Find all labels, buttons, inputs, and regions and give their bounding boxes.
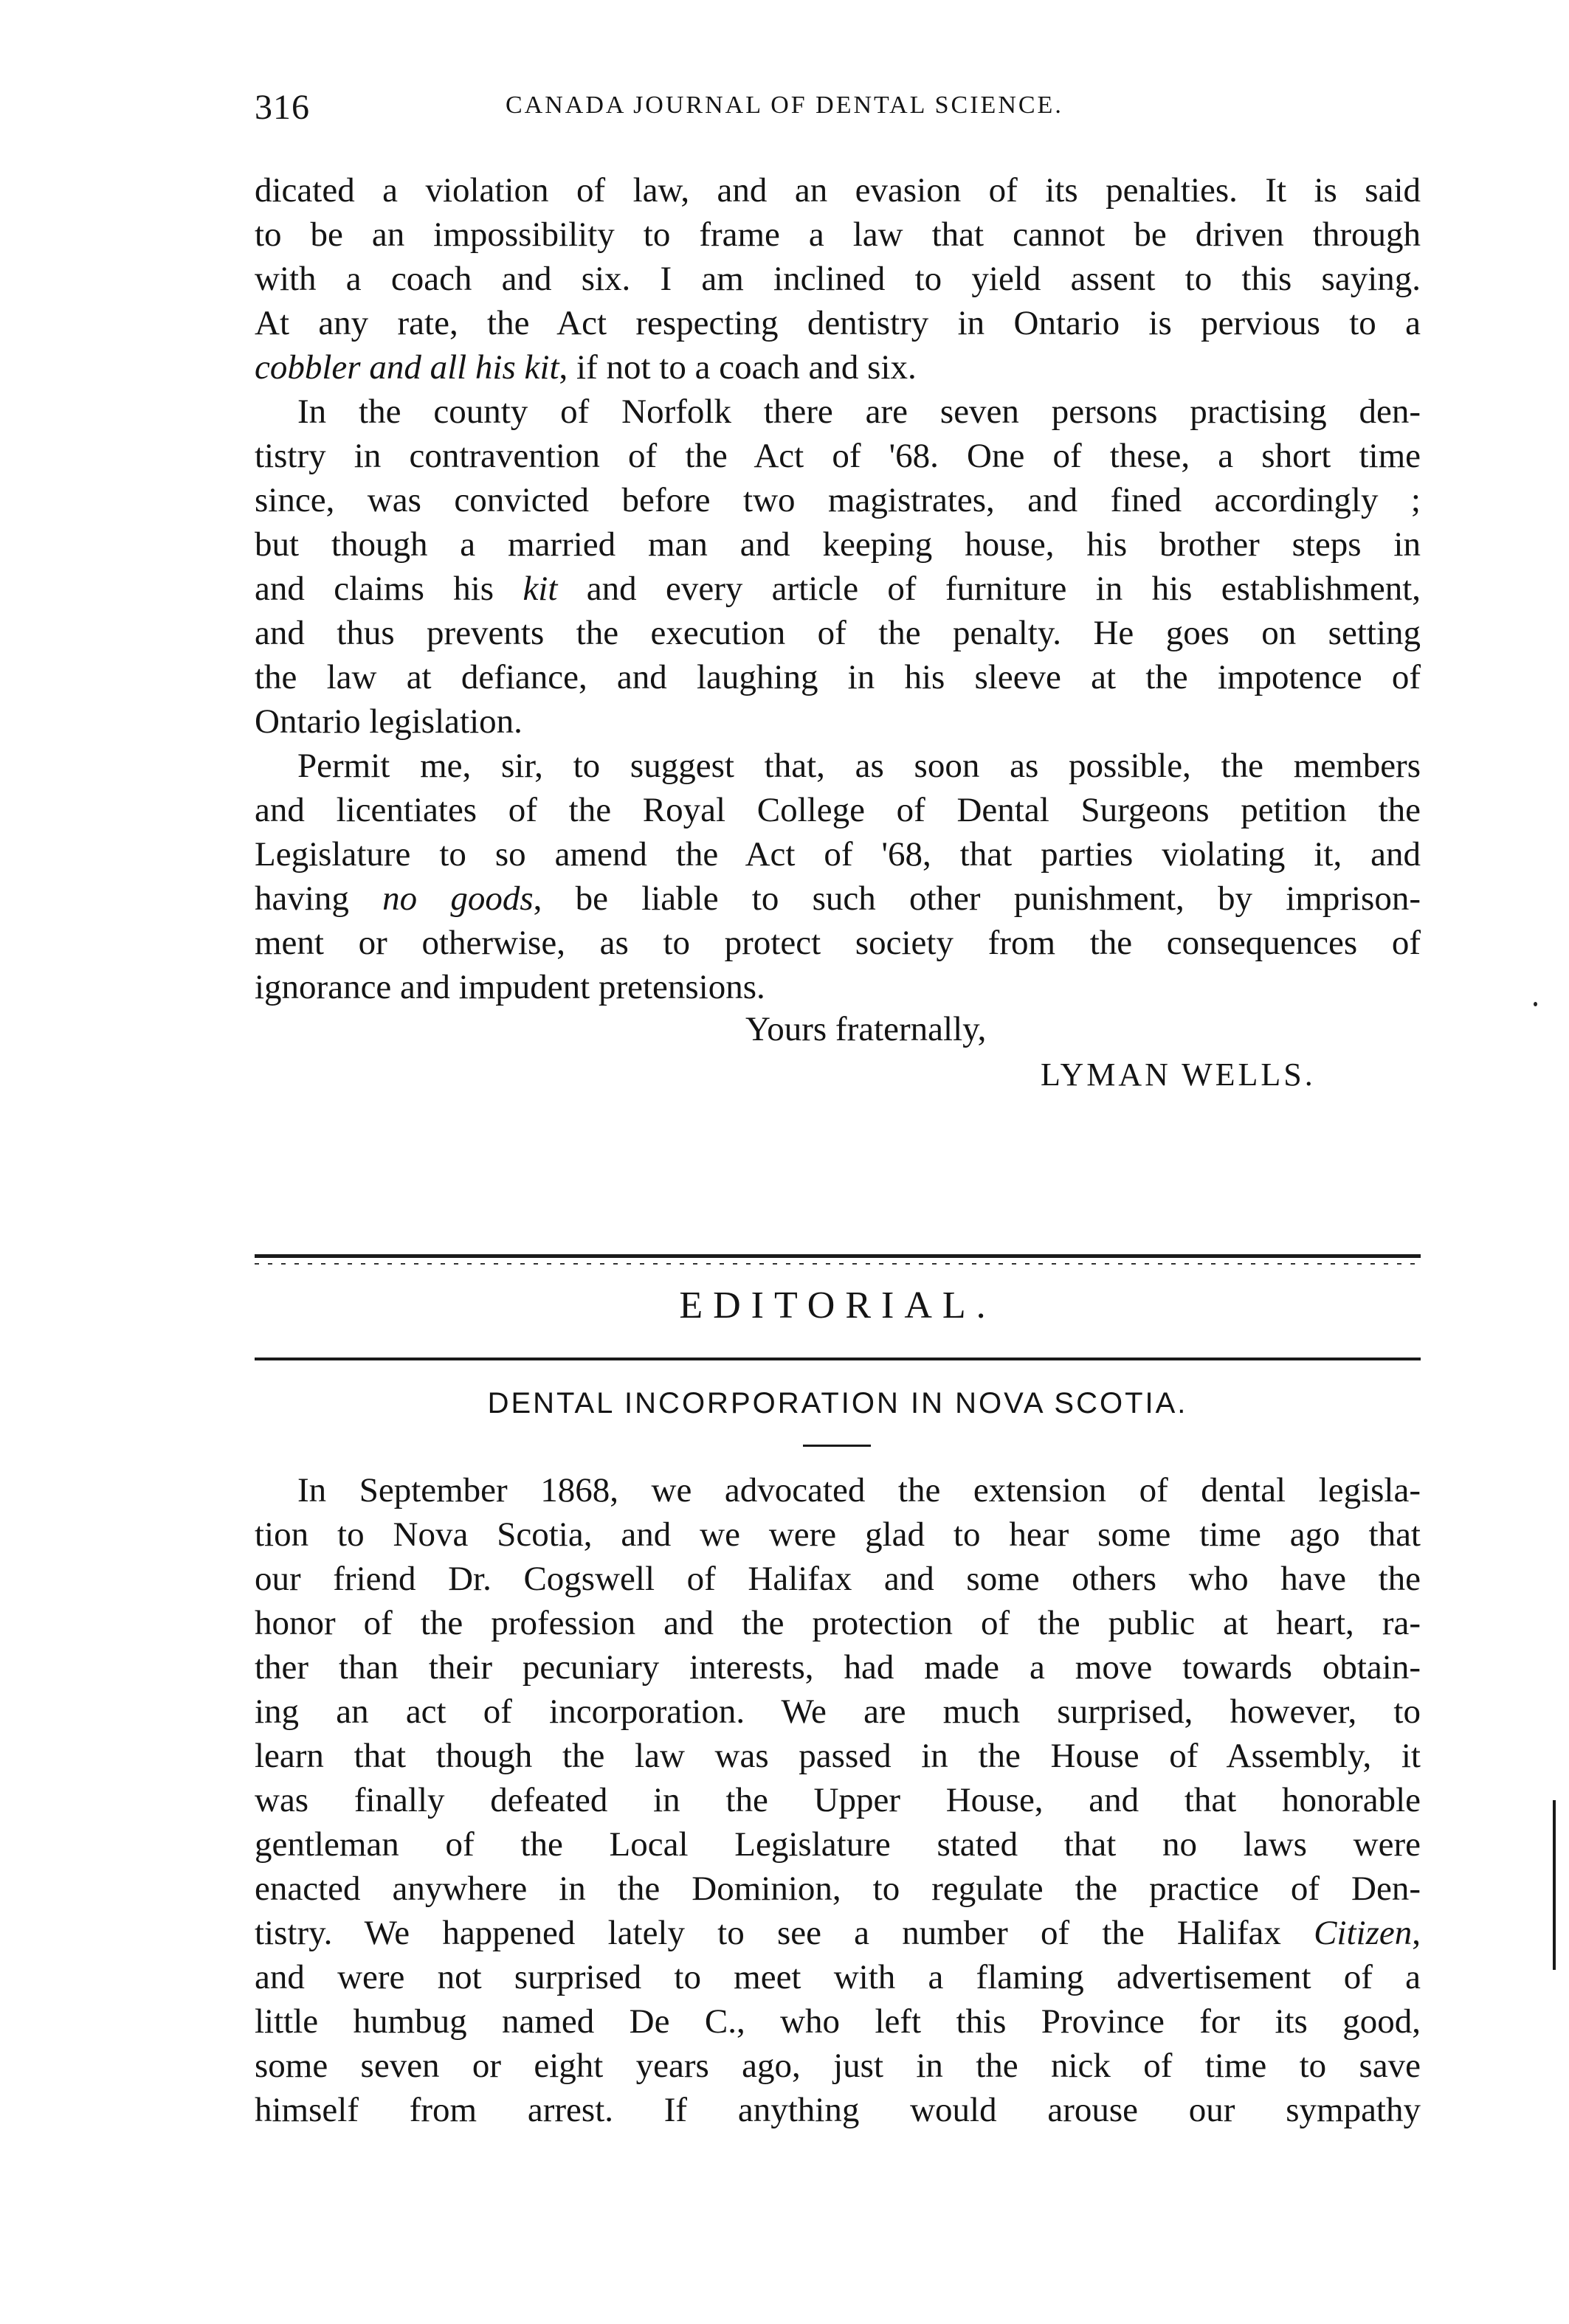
text-line: cobbler and all his kit, if not to a coach and six. <box>255 348 917 387</box>
section-divider-dots <box>255 1263 1421 1265</box>
text-line: with a coach and six. I am inclined to yield assent to this saying. <box>255 260 1421 298</box>
text-line: little humbug named De C., who left this Province for its good, <box>255 2002 1421 2041</box>
article-title: DENTAL INCORPORATION IN NOVA SCOTIA. <box>487 1387 1188 1419</box>
text-line: Legislature to so amend the Act of '68, that parties violating it, and <box>255 835 1421 874</box>
text-line: enacted anywhere in the Dominion, to regulate the practice of Den- <box>255 1870 1421 1908</box>
text-line: In the county of Norfolk there are seven persons practising den- <box>297 392 1421 431</box>
text-line: ther than their pecuniary interests, had made a move towards obtain- <box>255 1648 1421 1687</box>
text-line: was finally defeated in the Upper House, and that honorable <box>255 1781 1421 1819</box>
letter-signature: LYMAN WELLS. <box>1041 1056 1316 1093</box>
text-line: since, was convicted before two magistrates, and fined accordingly ; <box>255 481 1421 519</box>
scan-edge-mark <box>1553 1800 1556 1970</box>
text-line: and thus prevents the execution of the penalty. He goes on setting <box>255 614 1421 652</box>
text-line: ignorance and impudent pretensions. <box>255 968 765 1006</box>
text-line: and licentiates of the Royal College of Dental Surgeons petition the <box>255 791 1421 829</box>
section-divider-top <box>255 1254 1421 1258</box>
letter-closing: Yours fraternally, <box>745 1010 987 1048</box>
text-line: tistry in contravention of the Act of '68. One of these, a short time <box>255 437 1421 475</box>
page-header <box>255 87 1421 131</box>
text-line: himself from arrest. If anything would arouse our sympathy <box>255 2091 1421 2129</box>
text-line: ment or otherwise, as to protect society from the consequences of <box>255 924 1421 962</box>
text-line: honor of the profession and the protection of the public at heart, ra- <box>255 1604 1421 1642</box>
scan-speck <box>1534 1002 1537 1006</box>
text-line: the law at defiance, and laughing in his sleeve at the impotence of <box>255 658 1421 696</box>
text-line: and were not surprised to meet with a flaming advertisement of a <box>255 1958 1421 1996</box>
text-line: Ontario legislation. <box>255 702 523 741</box>
text-line: dicated a violation of law, and an evasion of its penalties. It is said <box>255 171 1421 210</box>
section-title: EDITORIAL. <box>679 1284 996 1327</box>
text-line: to be an impossibility to frame a law that cannot be driven through <box>255 215 1421 254</box>
text-line: In September 1868, we advocated the extension of dental legisla- <box>297 1471 1421 1509</box>
text-line: gentleman of the Local Legislature stated that no laws were <box>255 1825 1421 1864</box>
text-line: our friend Dr. Cogswell of Halifax and some others who have the <box>255 1560 1421 1598</box>
text-line: and claims his kit and every article of furniture in his establishment, <box>255 570 1421 608</box>
letter-body <box>255 168 1421 1201</box>
running-head: CANADA JOURNAL OF DENTAL SCIENCE. <box>506 91 1063 119</box>
text-line: Permit me, sir, to suggest that, as soon as possible, the members <box>297 747 1421 785</box>
editorial-body <box>255 1468 1421 2176</box>
title-underline <box>803 1445 871 1447</box>
text-line: tistry. We happened lately to see a number of the Halifax Citizen, <box>255 1914 1421 1952</box>
text-line: ing an act of incorporation. We are much surprised, however, to <box>255 1692 1421 1731</box>
text-line: tion to Nova Scotia, and we were glad to hear some time ago that <box>255 1515 1421 1554</box>
text-line: having no goods, be liable to such other punishment, by imprison- <box>255 879 1421 918</box>
page-number: 316 <box>255 88 310 127</box>
text-line: learn that though the law was passed in the House of Assembly, it <box>255 1737 1421 1775</box>
text-line: At any rate, the Act respecting dentistry in Ontario is pervious to a <box>255 304 1421 342</box>
section-divider-bottom <box>255 1358 1421 1360</box>
text-line: but though a married man and keeping house, his brother steps in <box>255 525 1421 564</box>
text-line: some seven or eight years ago, just in the nick of time to save <box>255 2047 1421 2085</box>
